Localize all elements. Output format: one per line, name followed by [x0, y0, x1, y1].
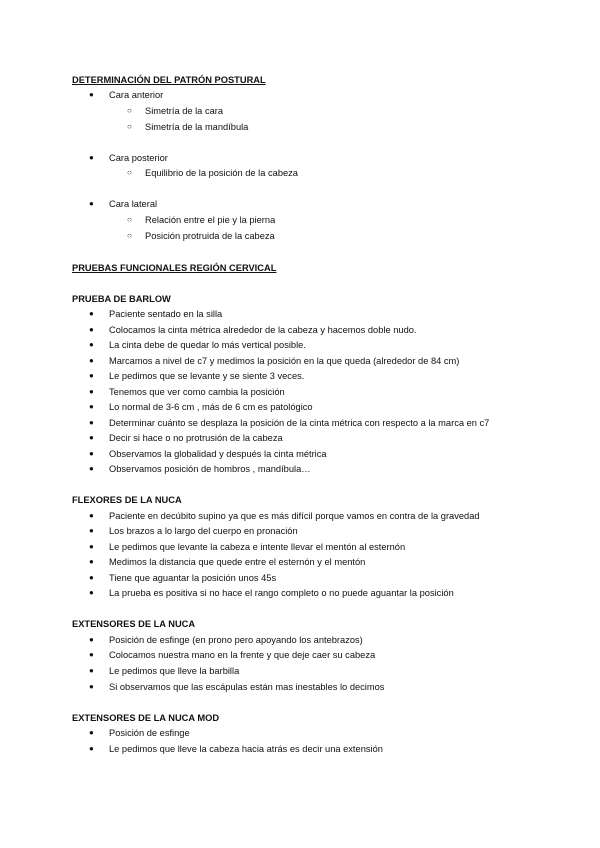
bullet-icon: ● [89, 464, 94, 473]
list-item: Cara anterior [109, 90, 164, 100]
list-item: Le pedimos que levante la cabeza e intente llevar el mentón al esternón [109, 542, 406, 552]
bullet-icon: ● [89, 728, 94, 737]
list-item: Posición de esfinge (en prono pero apoyando los antebrazos) [109, 635, 363, 645]
bullet-icon: ● [89, 387, 94, 396]
bullet-icon: ● [89, 402, 94, 411]
bullet-icon: ● [89, 199, 94, 208]
sub-bullet-icon: ○ [127, 168, 132, 177]
sub-bullet-icon: ○ [127, 215, 132, 224]
bullet-icon: ● [89, 557, 94, 566]
sub-list-item: Simetría de la cara [145, 106, 224, 116]
list-item: Observamos la globalidad y después la cinta métrica [109, 449, 327, 459]
section-title-extensores-mod: EXTENSORES DE LA NUCA MOD [72, 713, 220, 723]
bullet-icon: ● [89, 433, 94, 442]
list-item: La cinta debe de quedar lo más vertical posible. [109, 340, 306, 350]
list-item: Paciente sentado en la silla [109, 309, 223, 319]
sub-list-item: Relación entre el pie y la pierna [145, 215, 276, 225]
list-item: Los brazos a lo largo del cuerpo en pronación [109, 526, 298, 536]
bullet-icon: ● [89, 340, 94, 349]
bullet-icon: ● [89, 635, 94, 644]
list-item: Le pedimos que lleve la cabeza hacia atrás es decir una extensión [109, 744, 383, 754]
bullet-icon: ● [89, 90, 94, 99]
bullet-icon: ● [89, 650, 94, 659]
list-item: Posición de esfinge [109, 728, 190, 738]
list-item: Paciente en decúbito supino ya que es más difícil porque vamos en contra de la gravedad [109, 511, 480, 521]
sub-bullet-icon: ○ [127, 106, 132, 115]
section-title-funcionales: PRUEBAS FUNCIONALES REGIÓN CERVICAL [72, 263, 277, 273]
list-item: Decir si hace o no protrusión de la cabeza [109, 433, 283, 443]
sub-list-item: Simetría de la mandíbula [145, 122, 249, 132]
bullet-icon: ● [89, 371, 94, 380]
bullet-icon: ● [89, 666, 94, 675]
list-item: Determinar cuánto se desplaza la posición de la cinta métrica con respecto a la marca en c7 [109, 418, 490, 428]
bullet-icon: ● [89, 542, 94, 551]
bullet-icon: ● [89, 682, 94, 691]
list-item: Medimos la distancia que quede entre el esternón y el mentón [109, 557, 366, 567]
list-item: Cara posterior [109, 153, 168, 163]
list-item: Cara lateral [109, 199, 158, 209]
bullet-icon: ● [89, 418, 94, 427]
list-item: Le pedimos que lleve la barbilla [109, 666, 240, 676]
bullet-icon: ● [89, 325, 94, 334]
bullet-icon: ● [89, 588, 94, 597]
list-item: Tenemos que ver como cambia la posición [109, 387, 285, 397]
section-title-flexores: FLEXORES DE LA NUCA [72, 495, 182, 505]
list-item: Tiene que aguantar la posición unos 45s [109, 573, 277, 583]
list-item: La prueba es positiva si no hace el rango completo o no puede aguantar la posición [109, 588, 454, 598]
bullet-icon: ● [89, 573, 94, 582]
bullet-icon: ● [89, 744, 94, 753]
list-item: Si observamos que las escápulas están mas inestables lo decimos [109, 682, 385, 692]
bullet-icon: ● [89, 153, 94, 162]
sub-bullet-icon: ○ [127, 122, 132, 131]
list-item: Observamos posición de hombros , mandíbula… [109, 464, 311, 474]
list-item: Le pedimos que se levante y se siente 3 veces. [109, 371, 305, 381]
list-item: Colocamos nuestra mano en la frente y que deje caer su cabeza [109, 650, 376, 660]
list-item: Lo normal de 3-6 cm , más de 6 cm es patológico [109, 402, 313, 412]
bullet-icon: ● [89, 511, 94, 520]
sub-list-item: Posición protruida de la cabeza [145, 231, 275, 241]
section-title-postural: DETERMINACIÓN DEL PATRÓN POSTURAL [72, 75, 266, 85]
sub-list-item: Equilibrio de la posición de la cabeza [145, 168, 298, 178]
section-title-barlow: PRUEBA DE BARLOW [72, 294, 171, 304]
bullet-icon: ● [89, 449, 94, 458]
bullet-icon: ● [89, 309, 94, 318]
sub-bullet-icon: ○ [127, 231, 132, 240]
bullet-icon: ● [89, 356, 94, 365]
bullet-icon: ● [89, 526, 94, 535]
section-title-extensores: EXTENSORES DE LA NUCA [72, 619, 196, 629]
list-item: Colocamos la cinta métrica alrededor de la cabeza y hacemos doble nudo. [109, 325, 417, 335]
list-item: Marcamos a nivel de c7 y medimos la posición en la que queda (alrededor de 84 cm) [109, 356, 460, 366]
